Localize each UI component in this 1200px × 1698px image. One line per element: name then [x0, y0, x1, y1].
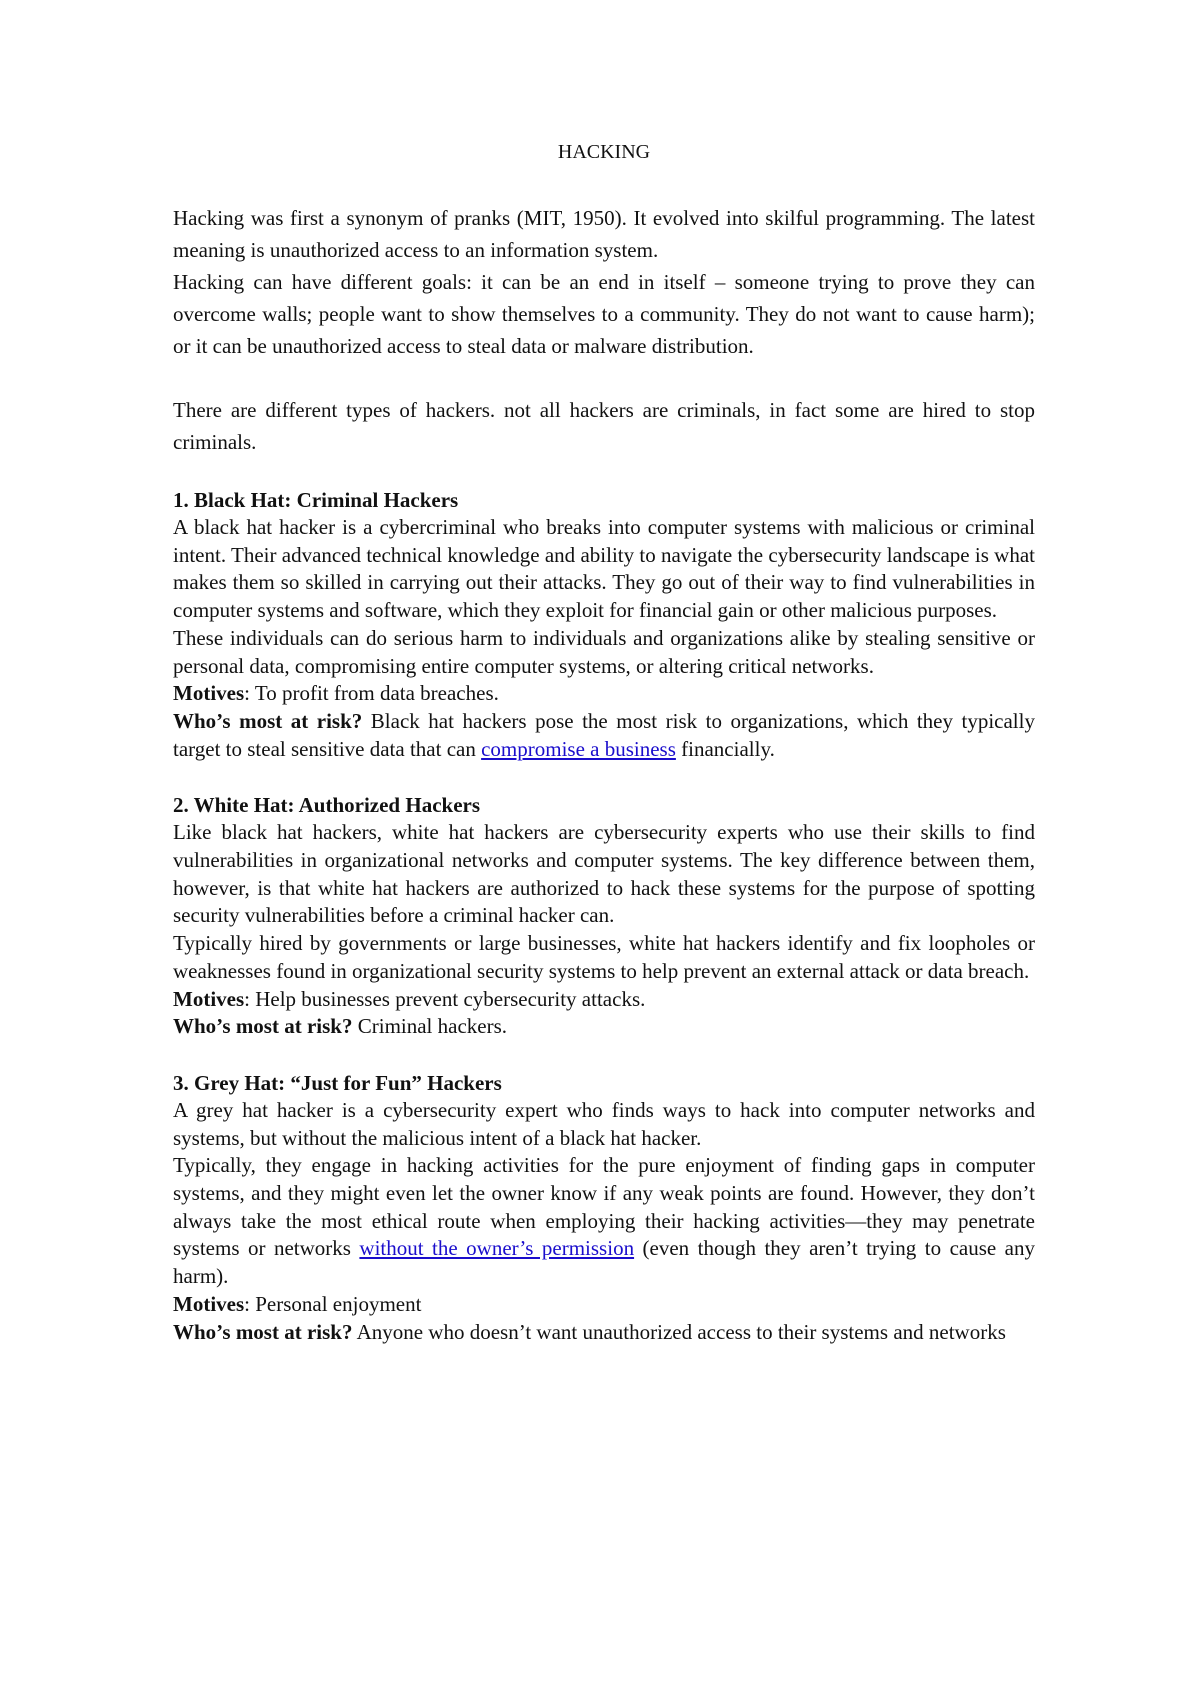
grey-hat-heading: 3. Grey Hat: “Just for Fun” Hackers: [173, 1070, 502, 1095]
motives-text: : Personal enjoyment: [244, 1291, 422, 1316]
intro-section: [173, 202, 1035, 458]
motives-text: : Help businesses prevent cybersecurity attacks.: [244, 986, 646, 1011]
without-owners-permission-link[interactable]: without the owner’s permission: [359, 1236, 635, 1261]
white-hat-paragraph-2: Typically hired by governments or large businesses, white hat hackers identify and fix loopholes or weaknesses found in organizational security systems to help prevent an external attack or data breach.: [173, 931, 1035, 983]
risk-label: Who’s most at risk?: [173, 708, 363, 733]
white-hat-section: [173, 791, 1035, 1041]
grey-hat-risk: [173, 1319, 1035, 1347]
grey-hat-section: [173, 1069, 1035, 1346]
black-hat-paragraph-1: A black hat hacker is a cybercriminal who breaks into computer systems with malicious or criminal intent. Their advanced technical knowledge and ability to navigate the cybersecurity landscape is what makes them so skilled in carrying out their attacks. They go out of their way to find vulnerabilities in computer systems and software, which they exploit for financial gain or other malicious purposes.: [173, 515, 1035, 623]
risk-text: Criminal hackers.: [352, 1014, 508, 1039]
grey-hat-paragraph-2: [173, 1152, 1035, 1291]
grey-hat-paragraph-2-end: (even though they aren’t trying to cause any harm).: [173, 1236, 1035, 1289]
white-hat-motives: [173, 986, 1035, 1014]
spacer: [173, 458, 1035, 486]
risk-text-end: financially.: [675, 736, 775, 761]
black-hat-risk: [173, 708, 1035, 763]
black-hat-motives: [173, 680, 1035, 708]
white-hat-risk: [173, 1013, 1035, 1041]
white-hat-paragraph-1: Like black hat hackers, white hat hackers are cybersecurity experts who use their skills to find vulnerabilities in organizational networks and computer systems. The key difference between them, however, is that white hat hackers are authorized to hack these systems for the purpose of spotting security vulnerabilities before a criminal hacker can.: [173, 820, 1035, 928]
motives-label: Motives: [173, 1291, 245, 1316]
motives-text: : To profit from data breaches.: [244, 681, 499, 706]
intro-paragraph-3: There are different types of hackers. not all hackers are criminals, in fact some are hired to stop criminals.: [173, 398, 1035, 454]
risk-text: Black hat hackers pose the most risk to organizations, which they typically target to steal sensitive data that can: [173, 708, 1035, 761]
grey-hat-paragraph-2-text: Typically, they engage in hacking activities for the pure enjoyment of finding gaps in computer systems, and they might even let the owner know if any weak points are found. However, they don’t always take the most ethical route when employing their hacking activities—they may penetrate systems or networks: [173, 1153, 1035, 1261]
intro-paragraph-2: Hacking can have different goals: it can be an end in itself – someone trying to prove they can overcome walls; people want to show themselves to a community. They do not want to cause harm); or it can be unauthorized access to steal data or malware distribution.: [173, 270, 1035, 358]
risk-label: Who’s most at risk?: [173, 1014, 353, 1039]
motives-label: Motives: [173, 681, 245, 706]
document-page: [173, 140, 1035, 1346]
black-hat-section: [173, 486, 1035, 763]
black-hat-heading: 1. Black Hat: Criminal Hackers: [173, 488, 459, 512]
risk-label: Who’s most at risk?: [173, 1319, 353, 1344]
motives-label: Motives: [173, 986, 245, 1011]
risk-text: Anyone who doesn’t want unauthorized access to their systems and networks: [352, 1319, 1006, 1344]
spacer: [173, 362, 1035, 394]
white-hat-heading: 2. White Hat: Authorized Hackers: [173, 793, 481, 818]
intro-paragraph-1: Hacking was first a synonym of pranks (MIT, 1950). It evolved into skilful programming. The latest meaning is unauthorized access to an information system.: [173, 206, 1035, 262]
document-title: HACKING: [557, 141, 651, 163]
spacer: [173, 1041, 1035, 1069]
grey-hat-paragraph-1: A grey hat hacker is a cybersecurity expert who finds ways to hack into computer networks and systems, but without the malicious intent of a black hat hacker.: [173, 1097, 1035, 1150]
compromise-a-business-link[interactable]: compromise a business: [481, 736, 676, 761]
grey-hat-motives: [173, 1291, 1035, 1319]
black-hat-paragraph-2: These individuals can do serious harm to individuals and organizations alike by stealing sensitive or personal data, compromising entire computer systems, or altering critical networks.: [173, 625, 1035, 678]
spacer: [173, 763, 1035, 791]
